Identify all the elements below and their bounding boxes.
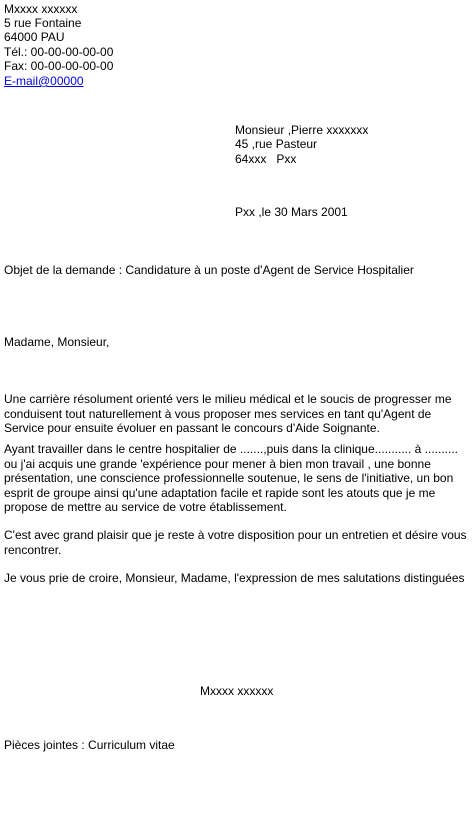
sender-phone: Tél.: 00-00-00-00-00 (4, 45, 114, 59)
recipient-street: 45 ,rue Pasteur (235, 137, 318, 151)
salutation: Madame, Monsieur, (4, 335, 110, 349)
recipient-name: Monsieur ,Pierre xxxxxxx (235, 123, 369, 137)
sender-city: 64000 PAU (4, 30, 65, 44)
body-paragraph: Une carrière résolument orienté vers le milieu médical et le soucis de progresser me conduisent tout naturellement à vous proposer mes services en tant qu'Agent de Service pour ensuite évoluer en passant le concours d'Aide Soignante. (4, 392, 452, 435)
sender-name: Mxxxx xxxxxx (4, 2, 78, 16)
sender-email-link[interactable]: E-mail@00000 (4, 74, 84, 88)
subject-line: Objet de la demande : Candidature à un poste d'Agent de Service Hospitalier (4, 263, 414, 277)
body-paragraph: C'est avec grand plaisir que je reste à votre disposition pour un entretien et désire vous rencontrer. (4, 528, 467, 557)
closing-paragraph: Je vous prie de croire, Monsieur, Madame, l'expression de mes salutations distinguées (4, 571, 465, 585)
attachments-line: Pièces jointes : Curriculum vitae (4, 738, 175, 752)
sender-fax: Fax: 00-00-00-00-00 (4, 59, 114, 73)
body-paragraph: Ayant travailler dans le centre hospitalier de .......,puis dans la clinique........... à .......... ou j'ai acquis une grande 'expérience pour mener à bien mon travail , une bonne présentation, une conscience professionnelle soutenue, le sens de l'initiative, un bon esprit de groupe ainsi qu'une adaptation facile et rapide sont les atouts que je me propose de mettre au service de votre établissement. (4, 442, 459, 514)
signature: Mxxxx xxxxxx (200, 684, 274, 698)
recipient-city: 64xxx Pxx (235, 152, 297, 166)
date-line: Pxx ,le 30 Mars 2001 (235, 205, 348, 219)
sender-street: 5 rue Fontaine (4, 16, 82, 30)
